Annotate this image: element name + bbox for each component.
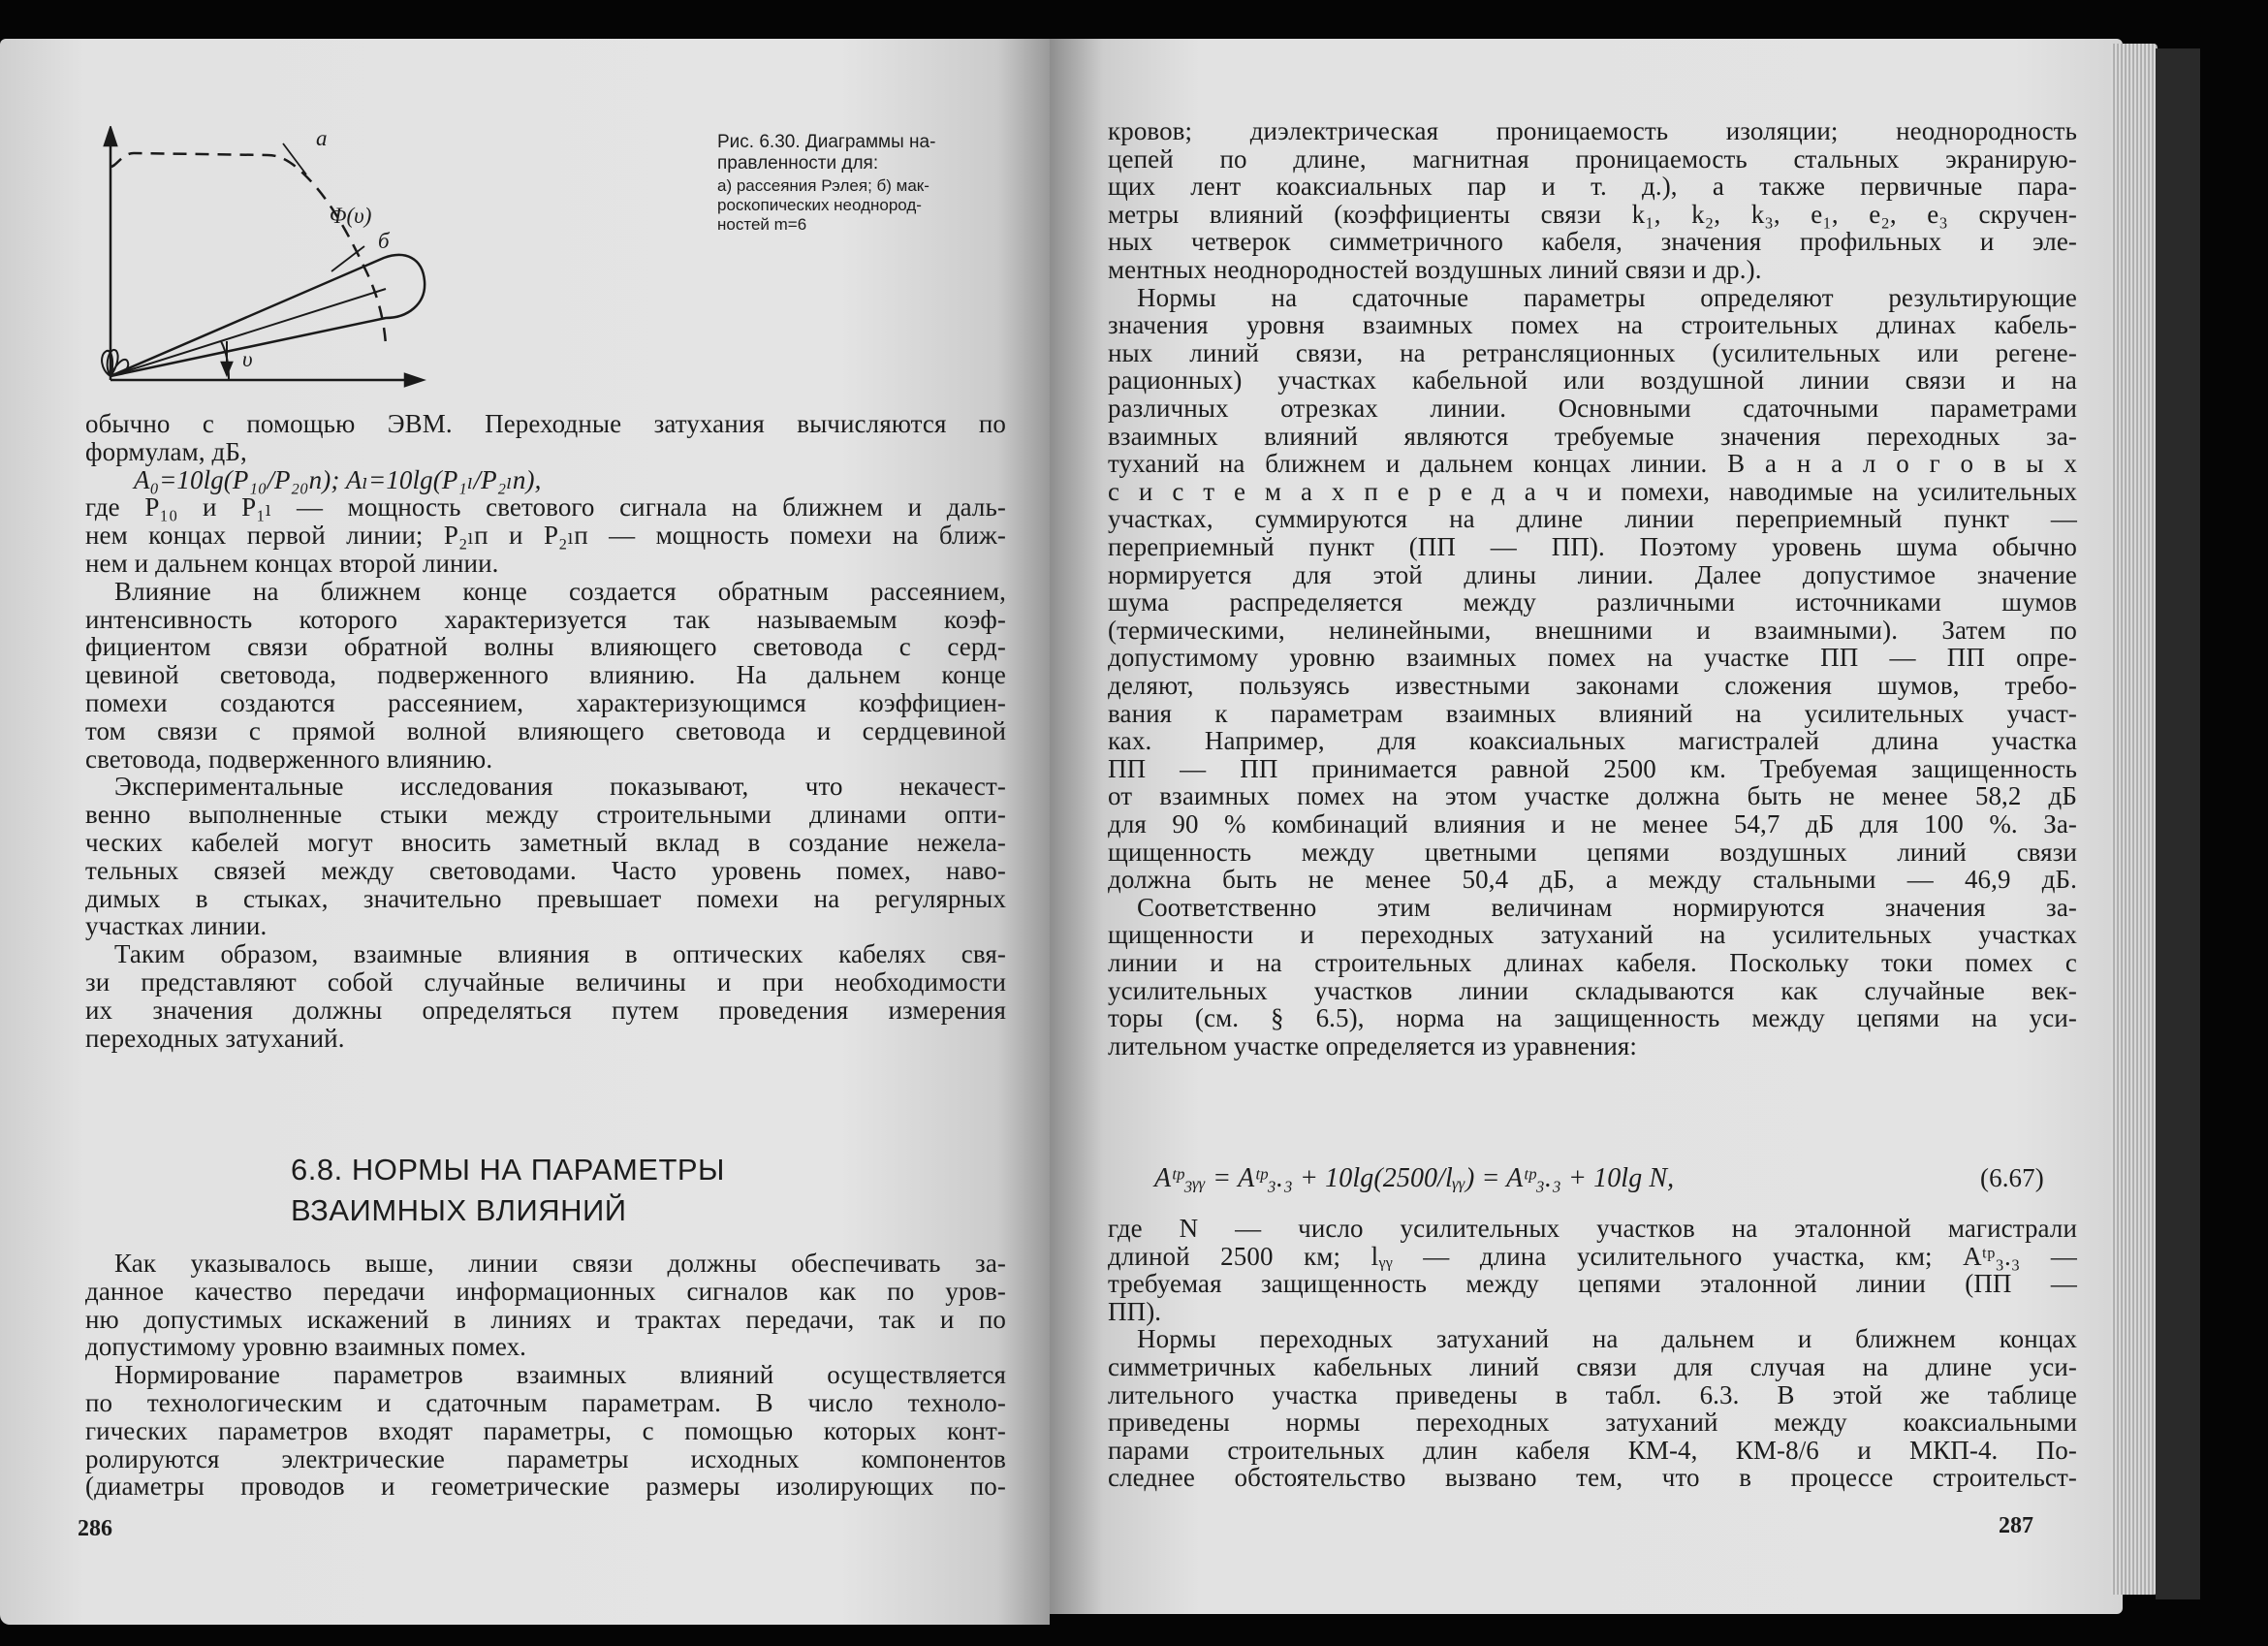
figure-label-a: а [316, 126, 328, 150]
text-line: приведены нормы переходных затуханий между коаксиальными [1108, 1408, 2077, 1438]
text-line: для 90 % комбинаций влияния и не менее 54,7 дБ для 100 %. За- [1108, 809, 2077, 839]
text-line: нем концах первой линии; P₂ₗп и P₂ₗп — мощность помехи на ближ- [85, 521, 1006, 551]
text-line: переходных затуханий. [85, 1023, 345, 1053]
text-line: том связи с прямой волной влияющего световода и сердцевиной [85, 715, 1006, 745]
text-line: щищенности и переходных затуханий на усилительных участках [1108, 920, 2077, 950]
text-line: шума распределяется между различными источниками шумов [1108, 587, 2077, 617]
y-axis-arrow [105, 128, 116, 145]
text-line: лительного участка приведены в табл. 6.3. В этой же таблице [1108, 1379, 2077, 1409]
text-line: A₀=10lg(P₁₀/P₂₀п); Aₗ=10lg(P₁ₗ/P₂ₗп), [134, 464, 542, 494]
text-line: парами строительных длин кабеля КМ-4, КМ-8/6 и МКП-4. По- [1108, 1435, 2077, 1465]
text-line: вания к параметрам взаимных влияний на усилительных участ- [1108, 698, 2077, 728]
text-line: щих лент коаксиальных пар и т. д.), а также первичные пара- [1108, 172, 2077, 202]
text-line: ролируются электрические параметры исходных компонентов [85, 1443, 1006, 1473]
text-line: помехи создаются рассеянием, характеризующимся коэффициен- [85, 688, 1006, 717]
text-line: длиной 2500 км; lᵧᵧ — длина усилительного участка, км; Aᵗᵖ₃.₃ — [1108, 1241, 2077, 1271]
text-line: световода, подверженного влиянию. [85, 744, 493, 774]
text-line: ческих кабелей могут вносить заметный вклад в создание нежела- [85, 828, 1006, 857]
text-line: формулам, дБ, [85, 436, 247, 466]
text-line: димых в стыках, значительно превышает помехи на регулярных [85, 883, 1006, 913]
text-line: различных отрезках линии. Основными сдаточными параметрами [1108, 394, 2077, 423]
text-line: от взаимных помех на этом участке должна быть не менее 58,2 дБ [1108, 781, 2077, 811]
text-line: Таким образом, взаимные влияния в оптических кабелях свя- [114, 939, 1006, 969]
text-line: лительном участке определяется из уравнения: [1108, 1030, 1637, 1060]
text-line: Как указывалось выше, линии связи должны обеспечивать за- [114, 1249, 1006, 1278]
figure-label-phi: Φ(υ) [330, 204, 372, 228]
text-line: тельных связей между световодами. Часто уровень помех, наво- [85, 855, 1006, 885]
right-page [1050, 39, 2123, 1614]
text-line: (термическими, нелинейными, внешними и взаимными). Затем по [1108, 615, 2077, 645]
text-line: Влияние на ближнем конце создается обратным рассеянием, [114, 576, 1006, 606]
text-line: требуемая защищенность между цепями эталонной линии (ПП — [1108, 1269, 2077, 1299]
text-line: гических параметров входят параметры, с помощью которых конт- [85, 1415, 1006, 1445]
text-line: участках, суммируются на длине линии переприемный пункт — [1108, 504, 2077, 534]
text-line: (диаметры проводов и геометрические размеры изолирующих по- [85, 1472, 1006, 1502]
text-line: деляют, пользуясь известными законами сложения шумов, требо- [1108, 671, 2077, 700]
text-line: ПП — ПП принимается равной 2500 км. Требуемая защищенность [1108, 753, 2077, 783]
text-line: туханий на ближнем и дальнем концах линии. В а н а л о г о в ы х [1108, 449, 2077, 479]
text-line: с и с т е м а х п е р е д а ч и помехи, наводимые на усилительных [1108, 476, 2077, 506]
side-lobes [102, 350, 128, 376]
directivity-diagram-figure [78, 126, 678, 446]
figure-caption-line: а) рассеяния Рэлея; б) мак- [717, 176, 929, 195]
text-line: Экспериментальные исследования показывают, что некачест- [114, 772, 1006, 802]
figure-caption-line: Рис. 6.30. Диаграммы на- [717, 132, 936, 152]
text-line: интенсивность которого характеризуется так называемым коэф- [85, 604, 1006, 634]
text-line: торы (см. § 6.5), норма на защищенность между цепями на уси- [1108, 1003, 2077, 1033]
text-line: нем и дальнем концах второй линии. [85, 549, 499, 578]
text-line: усилительных участков линии складываются как случайные век- [1108, 975, 2077, 1005]
curve-b-main-lobe [110, 255, 425, 376]
left-page [0, 39, 1050, 1625]
text-line: метры влияний (коэффициенты связи k₁, k₂, k₃, e₁, e₂, e₃ скручен- [1108, 199, 2077, 229]
figure-label-v: υ [242, 347, 253, 371]
text-line: ных линий связи, на ретрансляционных (усилительных или регене- [1108, 337, 2077, 367]
text-line: кровов; диэлектрическая проницаемость изоляции; неоднородность [1108, 116, 2077, 145]
text-line: обычно с помощью ЭВМ. Переходные затухания вычисляются по [85, 409, 1006, 438]
text-line: ПП). [1108, 1296, 1162, 1326]
figure-caption-line: правленности для: [717, 153, 879, 174]
text-line: значения уровня взаимных помех на строительных длинах кабель- [1108, 310, 2077, 340]
section-heading: ВЗАИМНЫХ ВЛИЯНИЙ [291, 1193, 627, 1227]
text-line: Нормы переходных затуханий на дальнем и ближнем концах [1137, 1324, 2077, 1354]
text-line: ментных неоднородностей воздушных линий связи и др.). [1108, 255, 1762, 284]
text-line: участках линии. [85, 911, 268, 941]
figure-caption-line: роскопических неоднород- [717, 196, 922, 214]
equation-6-67: Aᵗᵖ₃ᵧᵧ = Aᵗᵖ₃.₃ + 10lg(2500/lᵧᵧ) = Aᵗᵖ₃.₃ + 10lg N, [1154, 1163, 1675, 1193]
figure-caption-line: ностей m=6 [717, 215, 807, 234]
text-line: нормируется для этой длины линии. Далее допустимое значение [1108, 559, 2077, 589]
text-line: зи представляют собой случайные величины и при необходимости [85, 967, 1006, 997]
text-line: их значения должны определяться путем проведения измерения [85, 995, 1006, 1025]
text-line: Нормирование параметров взаимных влияний осуществляется [114, 1360, 1006, 1390]
figure-label-b: б [378, 229, 390, 253]
text-line: венно выполненные стыки между строительными длинами опти- [85, 800, 1006, 830]
text-line: должна быть не менее 50,4 дБ, а между стальными — 46,9 дБ. [1108, 865, 2077, 895]
text-line: допустимому уровню взаимных помех на участке ПП — ПП опре- [1108, 643, 2077, 673]
equation-number: (6.67) [1980, 1163, 2044, 1192]
text-line: цепей по длине, магнитная проницаемость стальных экранирую- [1108, 143, 2077, 174]
text-line: следнее обстоятельство вызвано тем, что в процессе строительст- [1108, 1463, 2077, 1493]
text-line: цевиной световода, подверженного влиянию. На дальнем конце [85, 660, 1006, 690]
x-axis-arrow [405, 374, 423, 386]
section-heading: 6.8. НОРМЫ НА ПАРАМЕТРЫ [291, 1153, 725, 1187]
text-line: ных четверок симметричного кабеля, значения профильных и эле- [1108, 227, 2077, 257]
text-line: линии и на строительных длинах кабеля. Поскольку токи помех с [1108, 948, 2077, 977]
text-line: взаимных влияний являются требуемые значения переходных за- [1108, 421, 2077, 451]
text-line: рационных) участках кабельной или воздушной линии связи и на [1108, 365, 2077, 396]
page-edges [2111, 44, 2158, 1595]
book-cover [2156, 48, 2200, 1599]
text-line: щищенность между цветными цепями воздушных линий связи [1108, 837, 2077, 867]
text-line: где N — число усилительных участков на эталонной магистрали [1108, 1214, 2077, 1243]
page-number-left: 286 [78, 1516, 112, 1541]
text-line: Соответственно этим величинам нормируются значения за- [1137, 892, 2077, 922]
text-line: где P₁₀ и P₁ₗ — мощность светового сигнала на ближнем и даль- [85, 492, 1006, 522]
text-line: переприемный пункт (ПП — ПП). Поэтому уровень шума обычно [1108, 532, 2077, 561]
text-line: данное качество передачи информационных сигналов как по уров- [85, 1276, 1006, 1306]
text-line: Нормы на сдаточные параметры определяют результирующие [1137, 282, 2077, 312]
text-line: симметричных кабельных линий связи для случая на длине уси- [1108, 1352, 2077, 1381]
page-number-right: 287 [1999, 1513, 2033, 1538]
text-line: фициентом связи обратной волны влияющего световода с серд- [85, 632, 1006, 662]
text-line: ню допустимых искажений в линиях и трактах передачи, так и по [85, 1304, 1006, 1334]
text-line: по технологическим и сдаточным параметрам. В число техноло- [85, 1388, 1006, 1417]
text-line: допустимому уровню взаимных помех. [85, 1332, 527, 1362]
text-line: ках. Например, для коаксиальных магистралей длина участка [1108, 726, 2077, 756]
